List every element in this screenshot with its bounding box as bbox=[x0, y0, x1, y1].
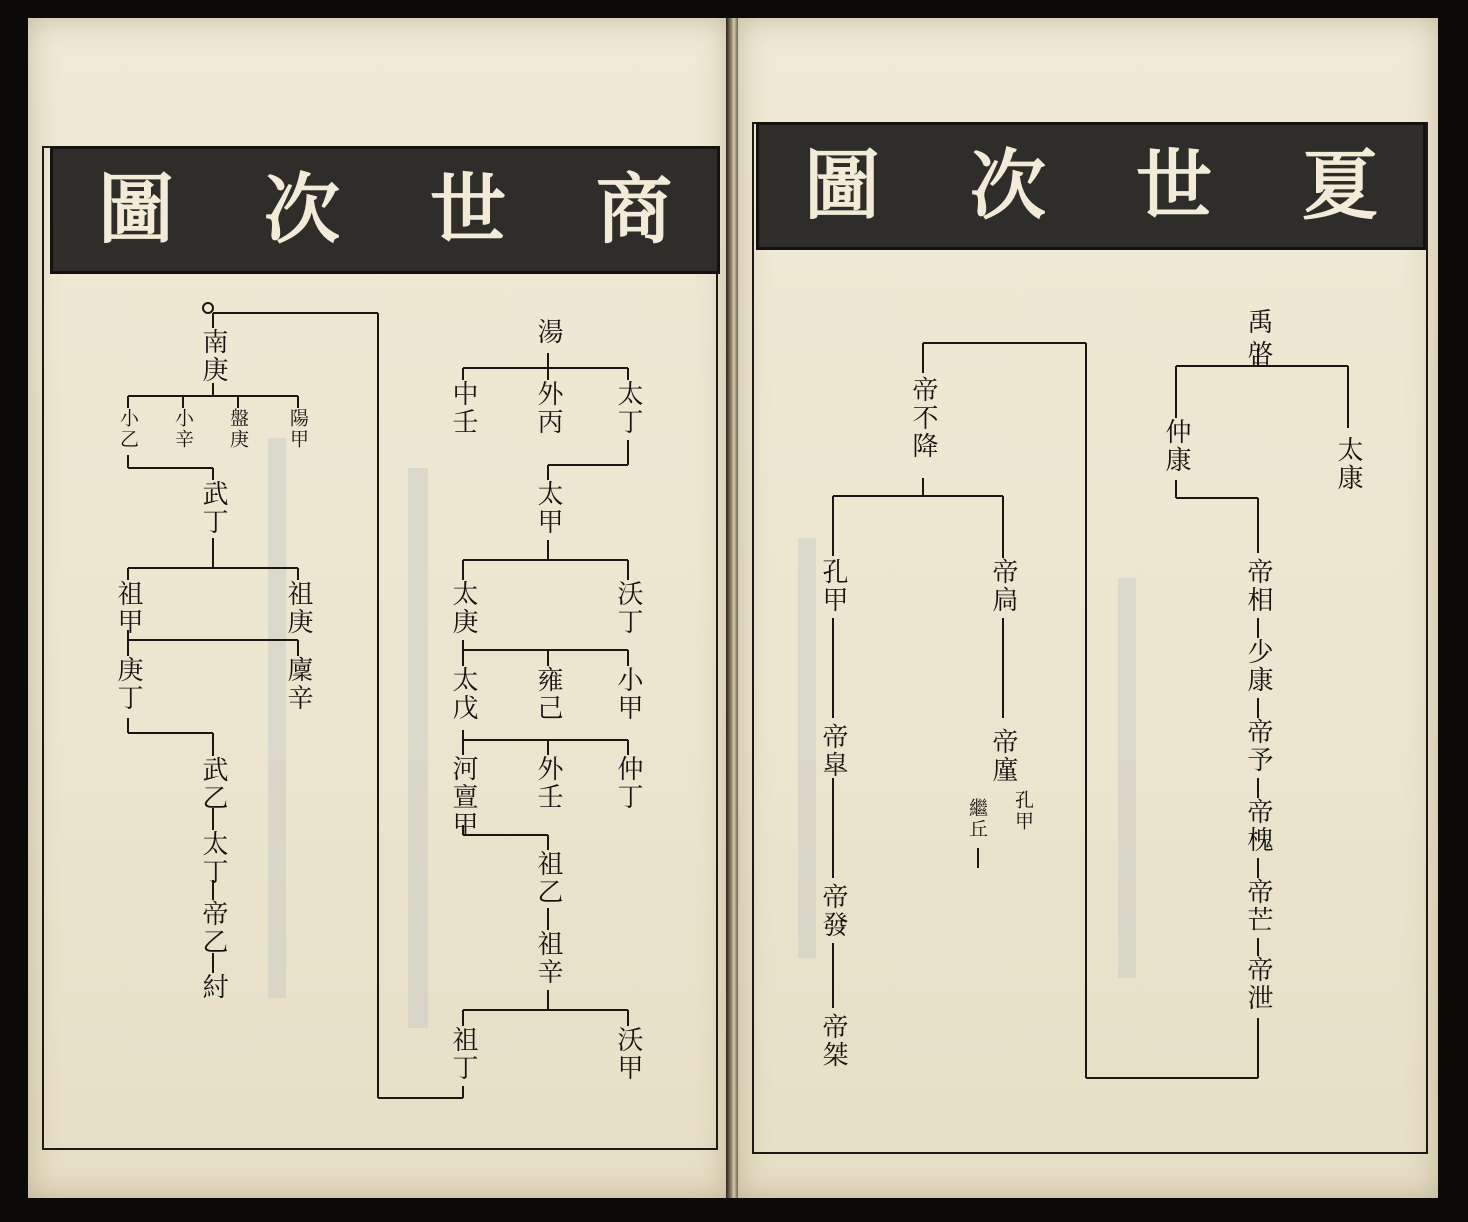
left-title-char-4: 圖 bbox=[98, 165, 174, 254]
name-di-mang: 帝芒 bbox=[1243, 878, 1273, 934]
name-he-dan-jia: 河亶甲 bbox=[448, 755, 478, 839]
name-yong-ji: 雍己 bbox=[533, 666, 563, 722]
name-di-jin: 帝廑 bbox=[988, 728, 1018, 784]
name-di-fa: 帝發 bbox=[818, 883, 848, 939]
name-zu-ding: 祖丁 bbox=[448, 1026, 478, 1082]
right-title-char-3: 次 bbox=[970, 141, 1046, 230]
name-wai-bing: 外丙 bbox=[533, 380, 563, 436]
name-zhong-ren: 中壬 bbox=[448, 380, 478, 436]
left-title-char-2: 世 bbox=[430, 165, 506, 254]
name-wu-ding: 武丁 bbox=[198, 480, 228, 536]
name-tai-ding: 太丁 bbox=[613, 380, 643, 436]
name-di-gui: 帝桀 bbox=[818, 1013, 848, 1069]
name-di-gao: 帝皐 bbox=[818, 723, 848, 779]
name-di-huai: 帝槐 bbox=[1243, 798, 1273, 854]
left-page bbox=[28, 18, 728, 1198]
right-title-char-4: 圖 bbox=[804, 141, 880, 230]
name-shao-kang: 少康 bbox=[1243, 638, 1273, 694]
name-zu-jia: 祖甲 bbox=[113, 580, 143, 636]
name-di-zhu: 帝予 bbox=[1243, 718, 1273, 774]
name-geng-ding: 庚丁 bbox=[113, 656, 143, 712]
name-tai-kang: 太康 bbox=[1333, 436, 1363, 492]
name-zu-yi: 祖乙 bbox=[533, 850, 563, 906]
name-tai-geng: 太庚 bbox=[448, 580, 478, 636]
name-xiao-jia: 小甲 bbox=[613, 666, 643, 722]
name-wo-ding: 沃丁 bbox=[613, 580, 643, 636]
name-zhong-kang: 仲康 bbox=[1161, 418, 1191, 474]
name-di-xie: 帝泄 bbox=[1243, 956, 1273, 1012]
left-title-char-1: 商 bbox=[596, 165, 672, 254]
left-title-char-3: 次 bbox=[264, 165, 340, 254]
name-zhou: 紂 bbox=[198, 973, 228, 999]
name-zhong-ding: 仲丁 bbox=[613, 755, 643, 811]
name-lin-xin: 廩辛 bbox=[283, 656, 313, 712]
name-di-yi: 帝乙 bbox=[198, 900, 228, 956]
name-kong-jia: 孔甲 bbox=[818, 558, 848, 614]
name-di-xiang: 帝相 bbox=[1243, 558, 1273, 614]
name-tai-jia: 太甲 bbox=[533, 480, 563, 536]
name-xiao-yi: 小乙 bbox=[117, 408, 139, 450]
name-tai-wu: 太戊 bbox=[448, 666, 478, 722]
name-jin-note-2: 繼丘 bbox=[966, 798, 988, 840]
right-title-char-2: 世 bbox=[1136, 141, 1212, 230]
name-wai-ren: 外壬 bbox=[533, 755, 563, 811]
name-nan-geng: 南庚 bbox=[198, 328, 228, 384]
name-di-jiong: 帝扃 bbox=[988, 558, 1018, 614]
right-page bbox=[738, 18, 1438, 1198]
name-tang: 湯 bbox=[533, 318, 563, 346]
name-xiao-xin: 小辛 bbox=[172, 408, 194, 450]
name-zu-geng: 祖庚 bbox=[283, 580, 313, 636]
name-yu: 禹 bbox=[1243, 308, 1273, 334]
right-title-char-1: 夏 bbox=[1302, 141, 1378, 230]
name-di-bu-jiang: 帝不降 bbox=[908, 376, 938, 460]
name-qi: 啓 bbox=[1243, 340, 1273, 366]
name-tai-ding-2: 太丁 bbox=[198, 830, 228, 886]
name-zu-xin: 祖辛 bbox=[533, 930, 563, 986]
name-pan-geng: 盤庚 bbox=[227, 408, 249, 450]
name-wo-jia: 沃甲 bbox=[613, 1026, 643, 1082]
name-jin-note-1: 孔甲 bbox=[1012, 790, 1034, 832]
name-yang-jia: 陽甲 bbox=[287, 408, 309, 450]
name-wu-yi: 武乙 bbox=[198, 756, 228, 812]
